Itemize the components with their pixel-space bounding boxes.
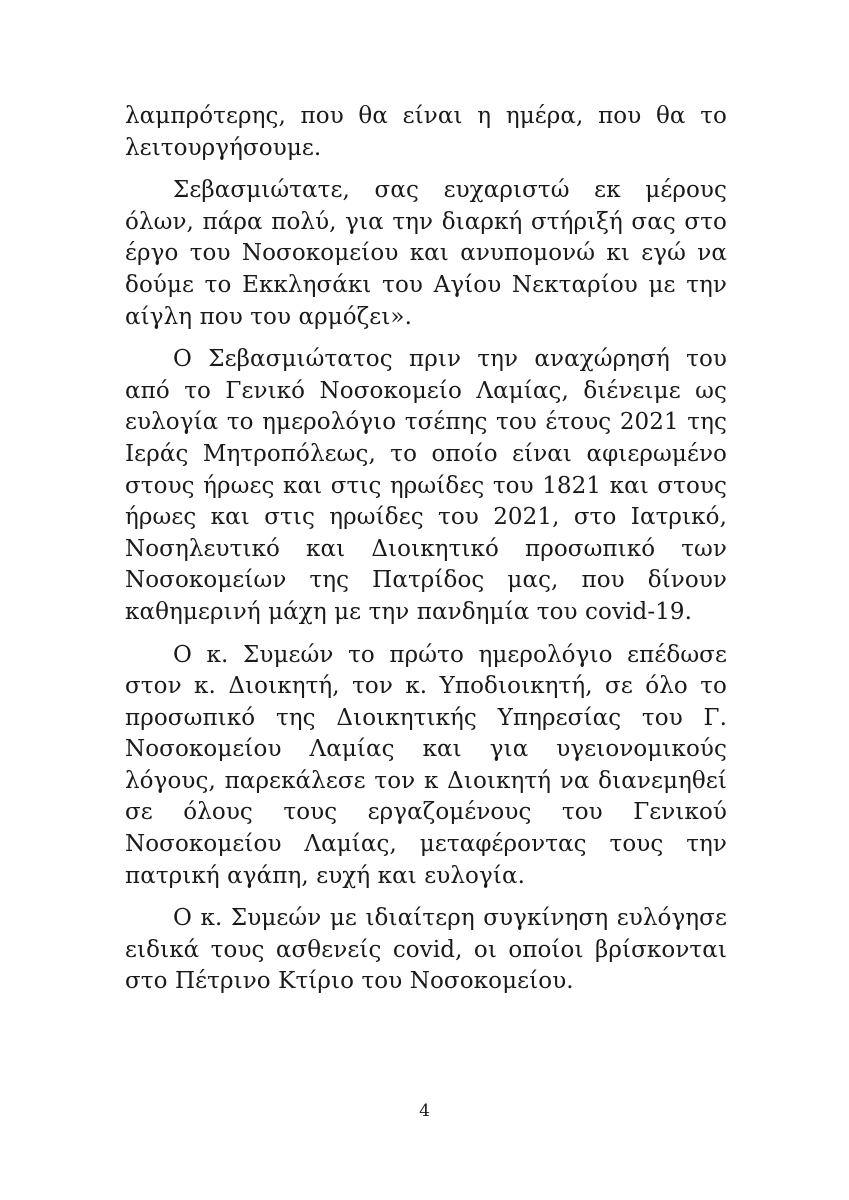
- paragraph-4: Ο κ. Συμεών το πρώτο ημερολόγιο επέδωσε στον κ. Διοικητή, τον κ. Υποδιοικητή, σε όλο το προσωπικό της Διοικητικής Υπηρεσίας του Γ. Νοσοκομείου Λαμίας και για υγειονομικούς λόγους, παρεκάλεσε τον κ Διοικητή να διανεμηθεί σε όλους τους εργαζομένους του Γενικού Νοσοκομείου Λαμίας, μεταφέροντας τους την πατρική αγάπη, ευχή και ευλογία.: [125, 641, 727, 889]
- paragraph-5: Ο κ. Συμεών με ιδιαίτερη συγκίνηση ευλόγησε ειδικά τους ασθενείς covid, οι οποίοι βρίσκονται στο Πέτρινο Κτίριο του Νοσοκομείου.: [125, 905, 727, 995]
- paragraph-3: Ο Σεβασμιώτατος πριν την αναχώρησή του από το Γενικό Νοσοκομείο Λαμίας, διένειμε ως ευλογία το ημερολόγιο τσέπης του έτους 2021 της Ιεράς Μητροπόλεως, το οποίο είναι αφιερωμένο στους ήρωες και στις ηρωίδες του 1821 και στους ήρωες και στις ηρωίδες του 2021, στο Ιατρικό, Νοσηλευτικό και Διοικητικό προσωπικό των Νοσοκομείων της Πατρίδος μας, που δίνουν καθημερινή μάχη με την πανδημία του covid-19.: [125, 346, 727, 625]
- paragraph-2: Σεβασμιώτατε, σας ευχαριστώ εκ μέρους όλων, πάρα πολύ, για την διαρκή στήριξή σας στο έργο του Νοσοκομείου και ανυπομονώ κι εγώ να δούμε το Εκκλησάκι του Αγίου Νεκταρίου με την αίγλη που του αρμόζει».: [125, 177, 727, 330]
- paragraph-1: λαμπρότερης, που θα είναι η ημέρα, που θα το λειτουργήσουμε.: [125, 103, 727, 161]
- document-body: [125, 101, 727, 1009]
- page-number: 4: [419, 1101, 430, 1121]
